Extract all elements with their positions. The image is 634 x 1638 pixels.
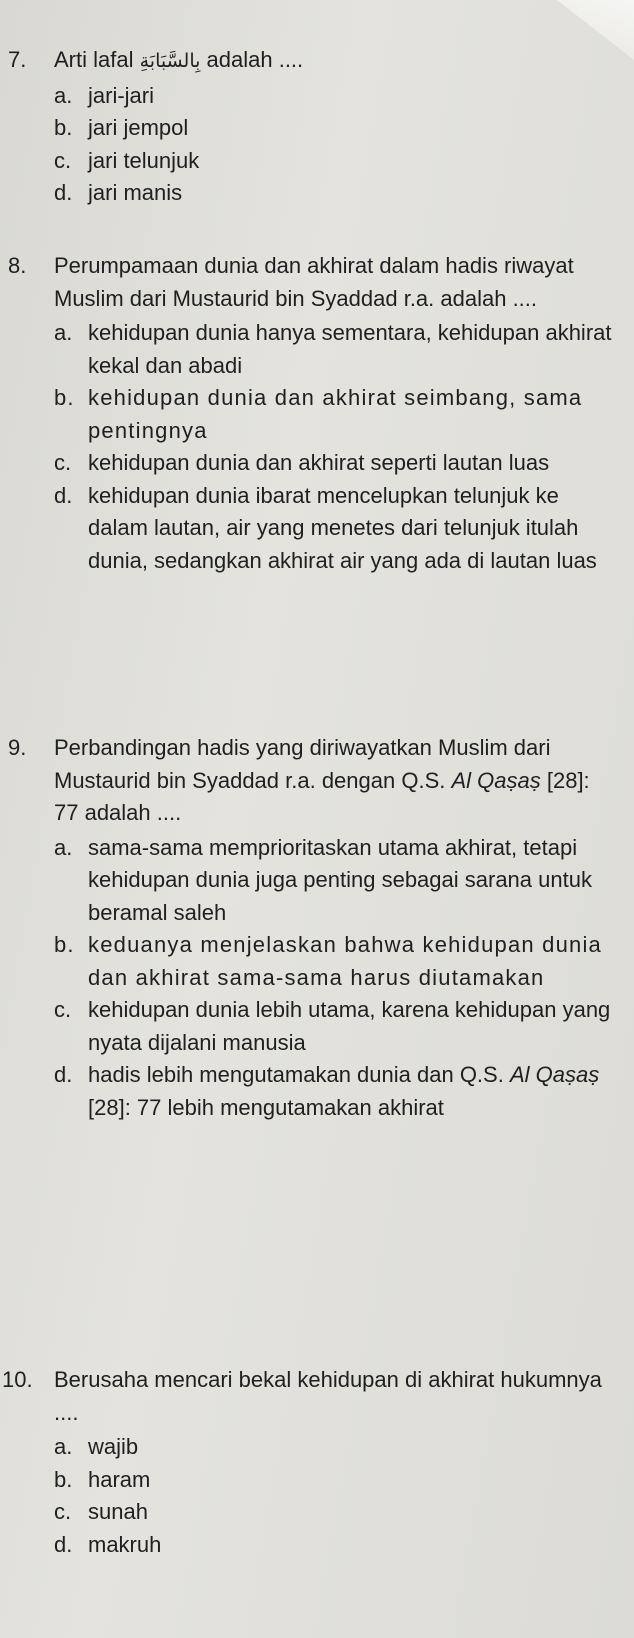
- option-c[interactable]: c. kehidupan dunia lebih utama, karena kehidupan yang nyata dijalani manusia: [54, 997, 611, 1055]
- question-7: [8, 44, 620, 210]
- option-b[interactable]: b. kehidupan dunia dan akhirat seimbang, sama pentingnya: [54, 385, 583, 443]
- question-10: [2, 1364, 620, 1561]
- question-text: Perumpamaan dunia dan akhirat dalam hadis riwayat Muslim dari Mustaurid bin Syaddad r.a. adalah ....: [54, 253, 574, 311]
- option-b[interactable]: b. jari jempol: [54, 115, 189, 140]
- question-9: [8, 732, 620, 1124]
- arabic-phrase: بِالسَّبَابَةِ: [139, 50, 201, 72]
- question-number: 10.: [2, 1367, 33, 1392]
- option-d[interactable]: d. makruh: [54, 1531, 162, 1557]
- question-text: Arti lafal بِالسَّبَابَةِ adalah ....: [54, 47, 304, 72]
- option-list: [8, 832, 620, 1125]
- option-c[interactable]: c. kehidupan dunia dan akhirat seperti lautan luas: [54, 450, 550, 475]
- option-a[interactable]: a. wajib: [54, 1434, 139, 1459]
- option-d[interactable]: d. hadis lebih mengutamakan dunia dan Q.S. Al Qaṣaṣ [28]: 77 lebih mengutamakan akhirat: [54, 1062, 600, 1120]
- question-8: [8, 250, 620, 577]
- option-d[interactable]: d. jari manis: [54, 180, 183, 205]
- option-a[interactable]: a. jari-jari: [54, 82, 154, 108]
- question-text: Berusaha mencari bekal kehidupan di akhirat hukumnya ....: [54, 1367, 602, 1425]
- option-list: [8, 1431, 620, 1561]
- option-b[interactable]: b. keduanya menjelaskan bahwa kehidupan dunia dan akhirat sama-sama harus diutamakan: [54, 932, 602, 990]
- option-list: [8, 80, 620, 210]
- question-number: 8.: [8, 253, 27, 278]
- question-number: 9.: [8, 735, 27, 760]
- option-list: [8, 317, 620, 577]
- option-c[interactable]: c. sunah: [54, 1499, 148, 1524]
- question-number: 7.: [8, 47, 27, 72]
- option-a[interactable]: a. sama-sama memprioritaskan utama akhirat, tetapi kehidupan dunia juga penting sebagai sarana untuk beramal saleh: [54, 834, 592, 925]
- option-d[interactable]: d. kehidupan dunia ibarat mencelupkan telunjuk ke dalam lautan, air yang menetes dari telunjuk itulah dunia, sedangkan akhirat air yang ada di lautan luas: [54, 482, 597, 573]
- question-text: Perbandingan hadis yang diriwayatkan Muslim dari Mustaurid bin Syaddad r.a. dengan Q.S. Al Qaṣaṣ [28]: 77 adalah ....: [54, 735, 590, 825]
- option-c[interactable]: c. jari telunjuk: [54, 147, 200, 173]
- option-b[interactable]: b. haram: [54, 1466, 151, 1492]
- option-a[interactable]: a. kehidupan dunia hanya sementara, kehidupan akhirat kekal dan abadi: [54, 320, 612, 378]
